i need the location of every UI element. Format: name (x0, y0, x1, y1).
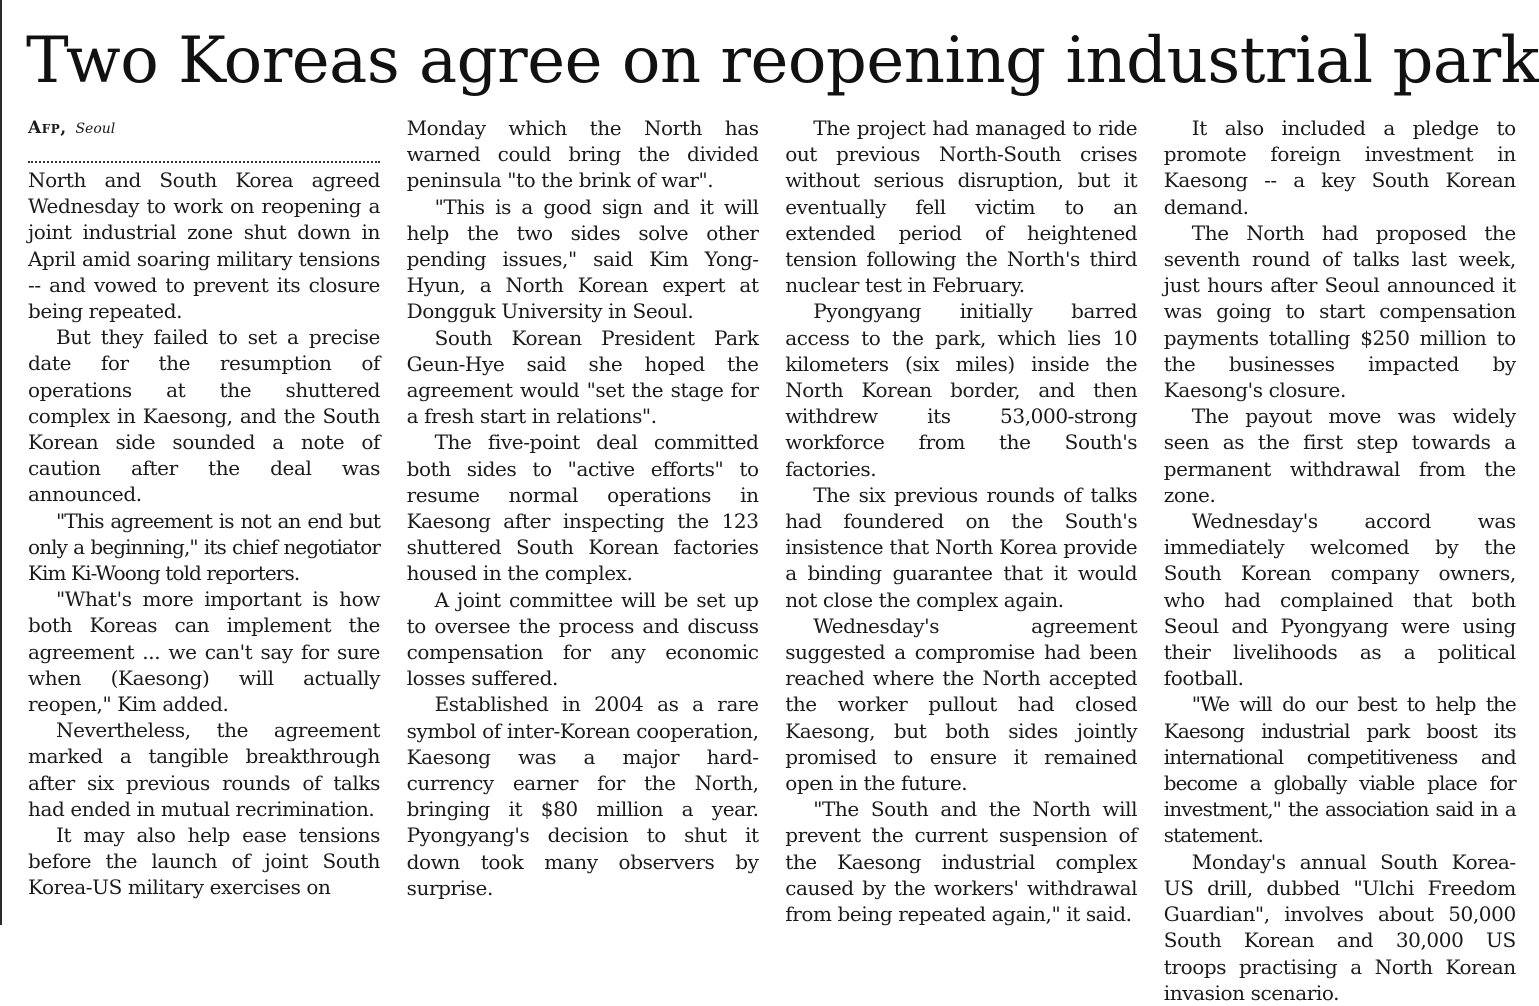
paragraph: The project had managed to ride out previous North-South crises without serious disruption, but it eventually fell victim to an extended period of heightened tension following the North's third nuclear test in February. (785, 116, 1138, 298)
paragraph: It may also help ease tensions before the launch of joint South Korea-US military exercises on (28, 823, 380, 900)
paragraph: "This agreement is not an end but only a beginning," its chief negotiator Kim Ki-Woong told reporters. (28, 508, 380, 586)
paragraph: Monday which the North has warned could bring the divided peninsula "to the brink of war". (406, 116, 759, 193)
paragraph: "What's more important is how both Koreas can implement the agreement ... we can't say for sure when (Kaesong) will actually reopen," Kim added. (28, 587, 380, 717)
dotted-rule (28, 141, 380, 163)
column-2 (407, 115, 759, 1006)
paragraph: Pyongyang initially barred access to the park, which lies 10 kilometers (six miles) inside the North Korean border, and then withdrew its 53,000-strong workforce from the South's factories. (785, 299, 1138, 481)
paragraph: South Korean President Park Geun-Hye said she hoped the agreement would "set the stage for a fresh start in relations". (406, 325, 759, 429)
paragraph: A joint committee will be set up to oversee the process and discuss compensation for any economic losses suffered. (406, 587, 759, 691)
column-4 (1164, 115, 1516, 1006)
byline (28, 115, 380, 141)
paragraph: Established in 2004 as a rare symbol of inter-Korean cooperation, Kaesong was a major hard-currency earner for the North, bringing it $80 million a year. Pyongyang's decision to shut it down took many observers by surprise. (406, 692, 759, 900)
paragraph: "The South and the North will prevent the current suspension of the Kaesong industrial complex caused by the workers' withdrawal from being repeated again," it said. (785, 797, 1138, 927)
byline-agency: Afp, (28, 118, 67, 138)
byline-dateline: Seoul (75, 121, 116, 137)
headline: Two Koreas agree on reopening industrial park (26, 24, 1539, 98)
paragraph: Wednesday's agreement suggested a compromise had been reached where the North accepted the worker pullout had closed Kaesong, but both sides jointly promised to ensure it remained open in the future. (785, 613, 1138, 796)
paragraph: "We will do our best to help the Kaesong industrial park boost its international competitiveness and become a globally viable place for investment," the association said in a statement. (1163, 692, 1516, 848)
paragraph: North and South Korea agreed Wednesday to work on reopening a joint industrial zone shut down in April amid soaring military tensions -- and vowed to prevent its closure being repeated. (28, 168, 380, 324)
paragraph: Nevertheless, the agreement marked a tangible breakthrough after six previous rounds of talks had ended in mutual recrimination. (28, 718, 380, 821)
paragraph: The payout move was widely seen as the first step towards a permanent withdrawal from the zone. (1163, 404, 1516, 507)
column-1 (28, 115, 380, 1006)
paragraph: The five-point deal committed both sides to "active efforts" to resume normal operations in Kaesong after inspecting the 123 shuttered South Korean factories housed in the complex. (406, 430, 759, 586)
paragraph: It also included a pledge to promote foreign investment in Kaesong -- a key South Korean demand. (1163, 116, 1516, 219)
column-3 (785, 115, 1137, 1006)
paragraph: Monday's annual South Korea-US drill, dubbed "Ulchi Freedom Guardian", involves about 50,000 South Korean and 30,000 US troops practising a North Korean invasion scenario. (1163, 849, 1516, 1005)
paragraph: But they failed to set a precise date for the resumption of operations at the shuttered complex in Kaesong, and the South Korean side sounded a note of caution after the deal was announced. (28, 325, 380, 507)
paragraph: The six previous rounds of talks had foundered on the South's insistence that North Korea provide a binding guarantee that it would not close the complex again. (785, 482, 1138, 612)
paragraph: Wednesday's accord was immediately welcomed by the South Korean company owners, who had complained that both Seoul and Pyongyang were using their livelihoods as a political football. (1163, 509, 1516, 691)
paragraph: "This is a good sign and it will help the two sides solve other pending issues," said Kim Yong-Hyun, a North Korean expert at Dongguk University in Seoul. (406, 194, 759, 324)
article-body (28, 115, 1516, 1005)
paragraph: The North had proposed the seventh round of talks last week, just hours after Seoul announced it was going to start compensation payments totalling $250 million to the businesses impacted by Kaesong's closure. (1163, 220, 1516, 403)
